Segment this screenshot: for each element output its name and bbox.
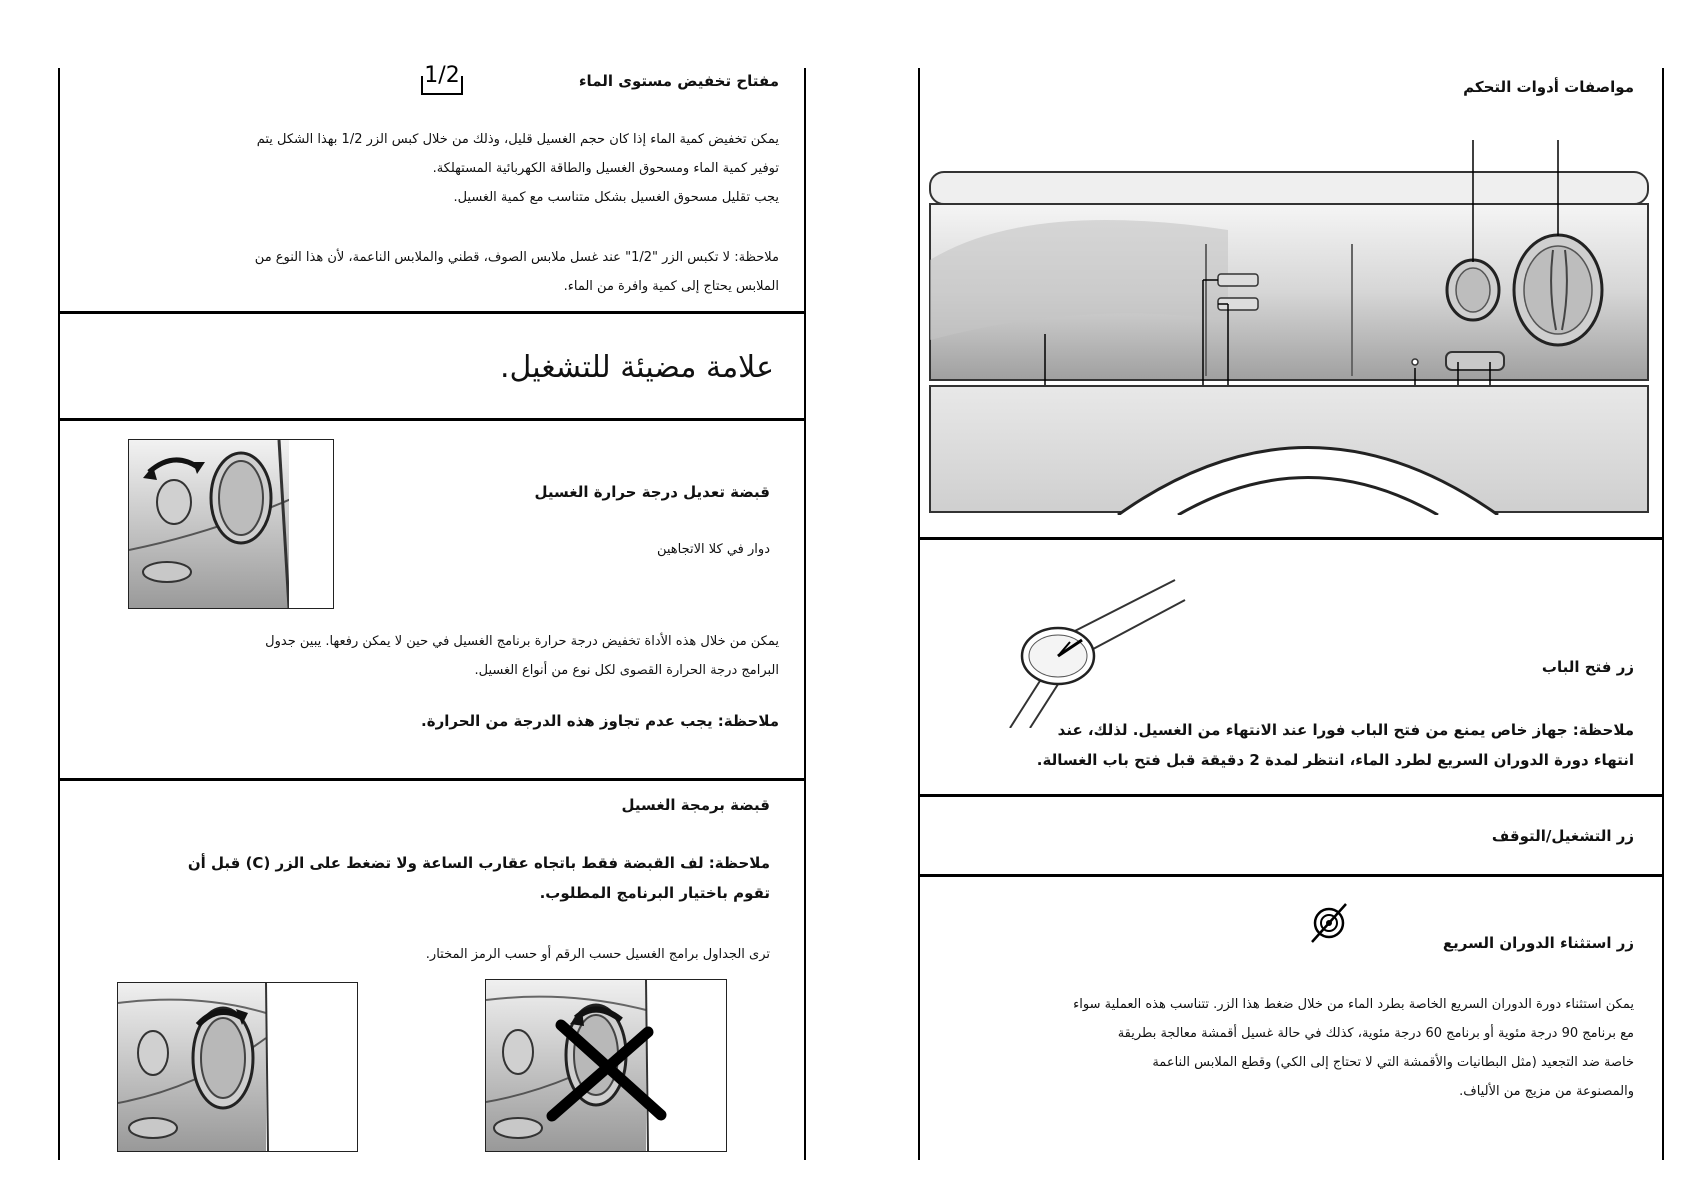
text-line: يمكن تخفيض كمية الماء إذا كان حجم الغسيل قليل، وذلك من خلال كبس الزر 1/2 بهذا الشكل يتم [256,132,779,147]
section-body [914,990,1634,1106]
section-title: مفتاح تخفيض مستوى الماء [578,72,779,90]
divider [918,874,1664,877]
text-line: تقوم باختيار البرنامج المطلوب. [539,884,770,902]
text-line: يمكن من خلال هذه الأداة تخفيض درجة حرارة برنامج الغسيل في حين لا يمكن رفعها. يبين جدول [265,634,779,649]
section-title: مواصفات أدوات التحكم [1463,78,1634,96]
text-line: والمصنوعة من مزيج من الألياف. [1459,1084,1634,1099]
left-margin-line [58,68,60,1160]
section-note [50,848,770,908]
no-spin-icon [1306,900,1352,946]
half-symbol: 1/2 [424,63,460,88]
right-margin-line [1662,68,1664,1160]
control-panel-figure [928,140,1650,515]
indicator-title: علامة مضيئة للتشغيل. [500,350,774,385]
divider [58,778,806,781]
text-line: مع برنامج 90 درجة مئوية أو برنامج 60 درجة مئوية، كذلك في حالة غسيل أقمشة معالجة بطريقة [1117,1026,1634,1041]
section-subtitle: دوار في كلا الاتجاهين [656,542,770,557]
section-note: ملاحظة: يجب عدم تجاوز هذه الدرجة من الحرارة. [421,712,779,730]
text-line: يمكن استثناء دورة الدوران السريع الخاصة بطرد الماء من خلال ضغط هذا الزر. تتناسب هذه العملية سواء [1073,997,1634,1012]
section-body [59,627,779,685]
text-line: ملاحظة: لف القبضة فقط باتجاه عقارب الساعة ولا تضغط على الزر (C) قبل أن [187,854,770,872]
left-page-right-line [804,68,806,1160]
temperature-knob-figure [128,439,334,609]
half-load-icon [418,56,468,98]
divider [918,537,1664,540]
text-line: ملاحظة: جهاز خاص يمنع من فتح الباب فورا عند الانتهاء من الغسيل. لذلك، عند [1057,721,1634,739]
text-line: انتهاء دورة الدوران السريع لطرد الماء، انتظر لمدة 2 دقيقة قبل فتح باب الغسالة. [1036,751,1634,769]
section-title: قبضة تعديل درجة حرارة الغسيل [534,483,770,501]
section-body: ترى الجداول برامج الغسيل حسب الرقم أو حسب الرمز المختار. [425,947,770,962]
program-knob-correct-figure [117,982,358,1152]
text-line: توفير كمية الماء ومسحوق الغسيل والطاقة الكهربائية المستهلكة. [432,161,779,176]
text-line: البرامج درجة الحرارة القصوى لكل نوع من أنواع الغسيل. [474,663,779,678]
section-body [79,125,779,212]
text-line: الملابس يحتاج إلى كمية وافرة من الماء. [563,279,779,294]
section-title: زر فتح الباب [1541,658,1634,676]
door-lock-watch-figure [990,578,1190,728]
divider [58,418,806,421]
text-line: ملاحظة: لا تكبس الزر "1/2" عند غسل ملابس الصوف، قطني والملابس الناعمة، لأن هذا النوع من [254,250,779,265]
divider [918,794,1664,797]
section-note [79,243,779,301]
section-title: زر استثناء الدوران السريع [1442,934,1634,952]
text-line: يجب تقليل مسحوق الغسيل بشكل متناسب مع كمية الغسيل. [453,190,779,205]
section-title: قبضة برمجة الغسيل [621,796,770,814]
text-line: خاصة ضد التجعيد (مثل البطانيات والأقمشة التي لا تحتاج إلى الكي) وقطع الملابس الناعمة [1152,1055,1634,1070]
program-knob-wrong-figure [485,979,727,1152]
section-title: زر التشغيل/التوقف [1491,827,1634,845]
section-note [914,715,1634,775]
divider [58,311,806,314]
